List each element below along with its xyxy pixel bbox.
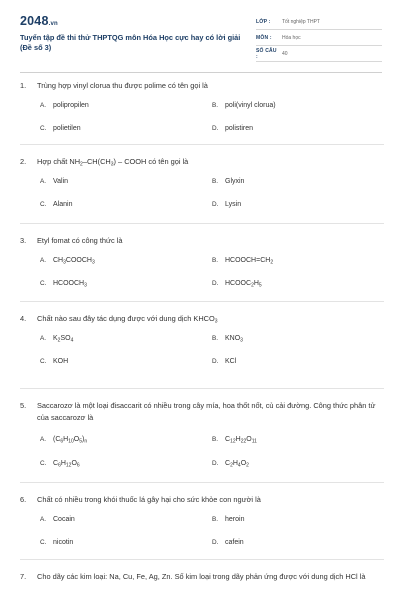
meta-row-class: [256, 14, 382, 30]
question-1: [20, 80, 384, 132]
option-a[interactable]: [40, 436, 87, 445]
option-letter: C.: [40, 125, 47, 132]
question-text: Etyl fomat có công thức là: [37, 236, 123, 245]
option-text: $C_{12}H_{22}O_{11}$: [225, 436, 257, 445]
question-stem: [20, 80, 384, 92]
option-text: $KNO_3$: [225, 335, 243, 344]
option-c[interactable]: [40, 460, 80, 469]
meta-label: MÔN :: [256, 34, 272, 41]
meta-row-subject: [256, 30, 382, 46]
question-stem: [20, 494, 384, 506]
option-text: Glyxin: [225, 178, 245, 185]
question-divider: [20, 482, 384, 483]
meta-label: SỐ CÂU :: [256, 47, 277, 60]
option-b[interactable]: [212, 436, 257, 445]
option-letter: C.: [40, 358, 47, 365]
question-2: [20, 156, 384, 208]
question-text: Chất nào sau đây tác dụng được với dung dịch $KHCO_3$: [37, 314, 218, 325]
meta-value: 40: [282, 50, 288, 57]
option-letter: A.: [40, 257, 47, 264]
option-letter: B.: [212, 178, 219, 185]
question-number: 5.: [20, 401, 27, 410]
site-logo[interactable]: 2048.vn: [20, 14, 58, 28]
option-letter: A.: [40, 436, 47, 443]
question-number: 2.: [20, 157, 27, 166]
question-3: [20, 235, 384, 289]
option-letter: A.: [40, 178, 47, 185]
option-letter: D.: [212, 358, 219, 365]
exam-meta: [256, 14, 382, 62]
option-letter: D.: [212, 125, 219, 132]
option-c[interactable]: [40, 539, 73, 546]
option-text: KCl: [225, 358, 237, 365]
option-letter: C.: [40, 539, 47, 546]
option-a[interactable]: [40, 178, 68, 185]
exam-title: Tuyển tập đề thi thử THPTQG môn Hóa Học cực hay có lời giải (Đề số 3): [20, 33, 241, 52]
question-stem: [20, 156, 384, 171]
option-d[interactable]: [212, 460, 249, 469]
meta-value: Hóa học: [282, 34, 301, 41]
option-c[interactable]: [40, 358, 68, 365]
question-number: 7.: [20, 572, 27, 581]
option-text: Alanin: [53, 201, 73, 208]
option-letter: A.: [40, 335, 47, 342]
option-letter: B.: [212, 516, 219, 523]
question-divider: [20, 223, 384, 224]
question-number: 1.: [20, 81, 27, 90]
meta-label: LỚP :: [256, 18, 271, 25]
option-d[interactable]: [212, 358, 236, 365]
option-letter: D.: [212, 280, 219, 287]
question-divider: [20, 144, 384, 145]
option-c[interactable]: [40, 201, 72, 208]
option-letter: C.: [40, 201, 47, 208]
question-text: Cho dãy các kim loại: Na, Cu, Fe, Ag, Zn. Số kim loại trong dãy phản ứng được với dung dịch HCl là: [37, 572, 366, 581]
question-text: Saccarozơ là một loại đisaccarit có nhiều trong cây mía, hoa thốt nốt, củ cải đường. Công thức phân tử của saccarozơ là: [37, 401, 376, 422]
option-text: Lysin: [225, 201, 242, 208]
logo-suffix: .vn: [48, 21, 58, 27]
question-text: Hợp chất $NH_2-CH(CH_3)$ – COOH có tên gọi là: [37, 157, 189, 168]
option-text: polipropilen: [53, 102, 89, 109]
option-text: nicotin: [53, 539, 74, 546]
option-d[interactable]: [212, 280, 262, 289]
option-text: heroin: [225, 516, 245, 523]
header-divider: [20, 72, 382, 73]
question-text: Chất có nhiều trong khói thuốc lá gây hại cho sức khỏe con người là: [37, 495, 261, 504]
option-b[interactable]: [212, 178, 244, 185]
option-b[interactable]: [212, 102, 276, 109]
option-text: Valin: [53, 178, 69, 185]
question-4: [20, 313, 384, 365]
option-b[interactable]: [212, 335, 243, 344]
option-d[interactable]: [212, 201, 241, 208]
option-d[interactable]: [212, 539, 244, 546]
option-text: Cocain: [53, 516, 75, 523]
option-b[interactable]: [212, 516, 244, 523]
option-text: $(C_6H_{10}O_5)_n$: [53, 436, 88, 445]
question-divider: [20, 559, 384, 560]
option-letter: B.: [212, 335, 219, 342]
option-letter: B.: [212, 257, 219, 264]
option-a[interactable]: [40, 516, 75, 523]
option-text: $C_6H_{12}O_6$: [53, 460, 80, 469]
option-text: polietilen: [53, 125, 81, 132]
option-text: poli(vinyl clorua): [225, 102, 276, 109]
question-divider: [20, 301, 384, 302]
meta-value: Tốt nghiệp THPT: [282, 18, 320, 25]
option-letter: A.: [40, 102, 47, 109]
question-divider: [20, 388, 384, 389]
option-letter: D.: [212, 539, 219, 546]
question-stem: [20, 235, 384, 247]
question-number: 6.: [20, 495, 27, 504]
option-text: $C_2H_4O_2$: [225, 460, 249, 469]
question-7: [20, 571, 384, 583]
option-letter: B.: [212, 102, 219, 109]
option-letter: B.: [212, 436, 219, 443]
option-c[interactable]: [40, 280, 87, 289]
question-stem: [20, 313, 384, 328]
option-letter: D.: [212, 201, 219, 208]
option-text: $CH_3COOCH_3$: [53, 257, 95, 266]
option-letter: D.: [212, 460, 219, 467]
question-5: [20, 400, 384, 469]
option-text: cafein: [225, 539, 244, 546]
option-text: polistiren: [225, 125, 254, 132]
option-letter: A.: [40, 516, 47, 523]
option-letter: C.: [40, 280, 47, 287]
meta-row-count: [256, 46, 382, 62]
question-number: 3.: [20, 236, 27, 245]
option-a[interactable]: [40, 102, 89, 109]
question-text: Trùng hợp vinyl clorua thu được polime có tên gọi là: [37, 81, 208, 90]
option-text: $HCOOC_2H_5$: [225, 280, 262, 289]
option-c[interactable]: [40, 125, 81, 132]
option-text: $HCOOCH=CH_2$: [225, 257, 274, 266]
option-d[interactable]: [212, 125, 253, 132]
option-b[interactable]: [212, 257, 273, 266]
exam-header: [20, 14, 382, 68]
option-text: $K_2SO_4$: [53, 335, 74, 344]
question-stem: [20, 571, 384, 583]
question-6: [20, 494, 384, 546]
option-a[interactable]: [40, 257, 95, 266]
option-letter: C.: [40, 460, 47, 467]
question-number: 4.: [20, 314, 27, 323]
question-stem: [20, 400, 384, 424]
option-text: $HCOOCH_3$: [53, 280, 87, 289]
option-a[interactable]: [40, 335, 73, 344]
option-text: KOH: [53, 358, 69, 365]
